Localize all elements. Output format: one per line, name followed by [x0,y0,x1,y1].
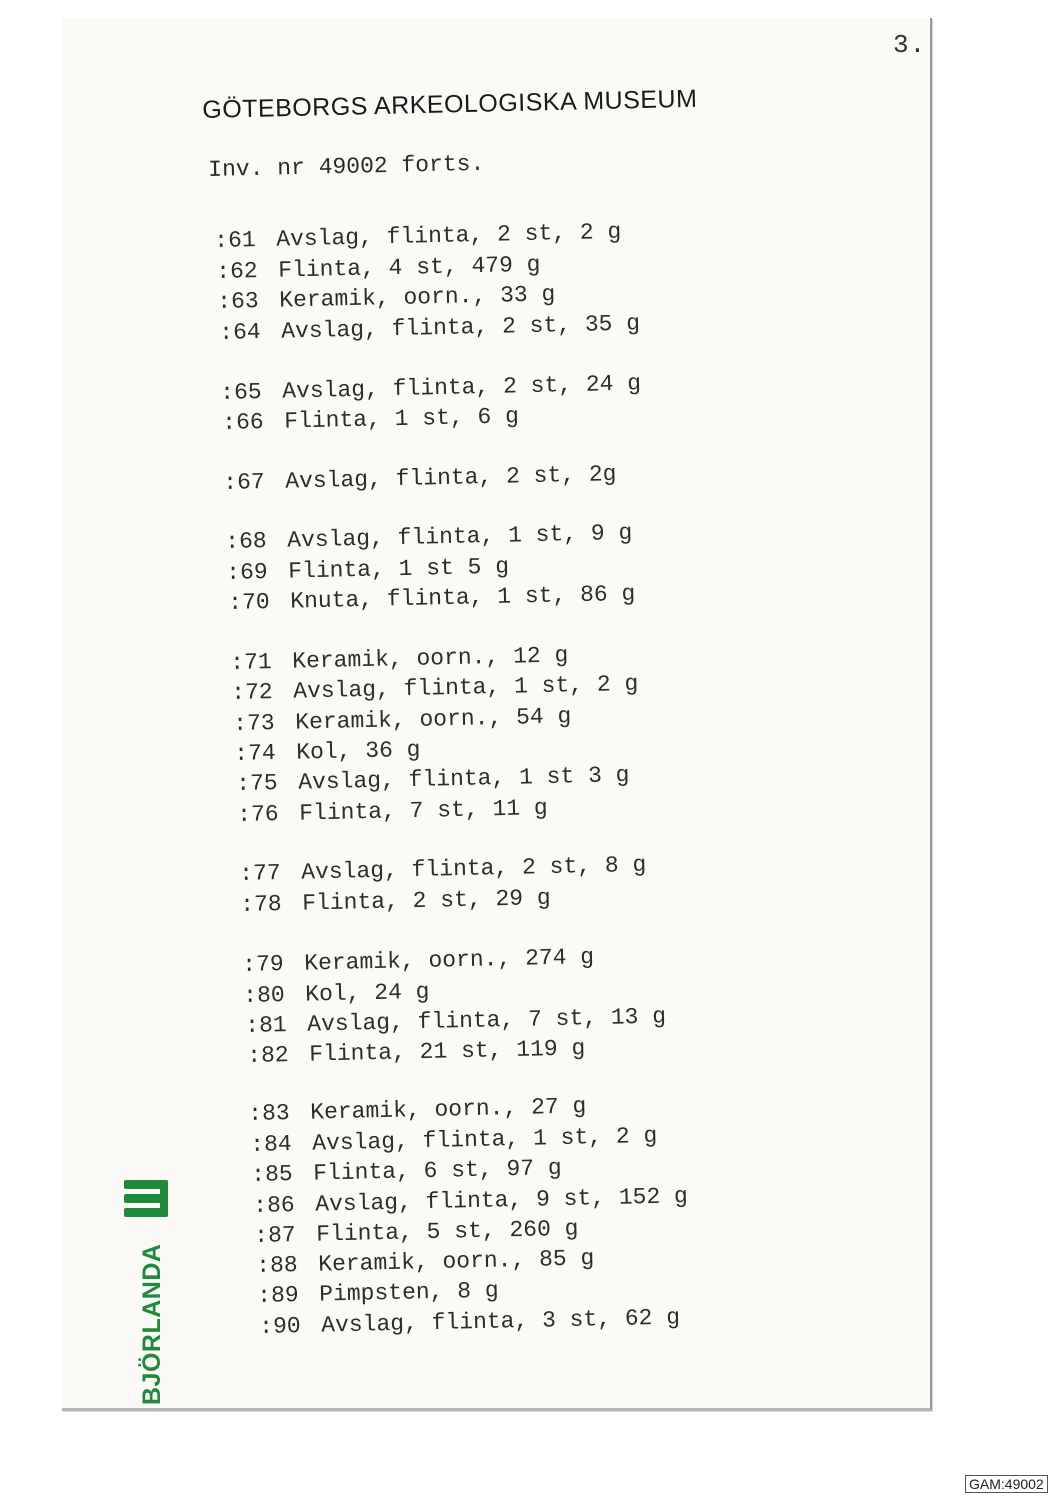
entry-number: :71 [229,649,272,676]
entry-number: :62 [215,258,258,285]
inventory-number-line: Inv. nr 49002 forts. [208,150,485,183]
entry-description: Flinta, 7 st, 11 g [299,794,549,827]
entry-number: :75 [235,770,278,797]
page-number: 3. [893,30,927,60]
entry-number: :69 [226,559,269,586]
entry-description: Avslag, flinta, 7 st, 13 g [306,1003,667,1038]
entry-description: Flinta, 4 st, 479 g [277,251,541,284]
entry-description: Avslag, flinta, 3 st, 62 g [320,1304,681,1339]
entry-description: Knuta, flinta, 1 st, 86 g [289,580,636,615]
entry-number: :70 [227,589,270,616]
entry-number: :63 [217,288,260,315]
entry-number: :64 [218,319,261,346]
entry-number: :86 [252,1192,295,1219]
entry-number: :84 [249,1131,292,1158]
archive-id-label: GAM:49002 [965,1475,1048,1493]
entry-number: :68 [224,528,267,555]
entry-number: :82 [246,1042,289,1069]
entry-number: :72 [231,679,274,706]
entry-description: Avslag, flinta, 2 st, 2g [285,461,618,495]
entry-number: :81 [245,1012,288,1039]
entry-description: Kol, 24 g [305,978,431,1008]
entry-description: Avslag, flinta, 1 st, 9 g [286,519,633,554]
entry-number: :80 [243,982,286,1009]
entry-description: Avslag, flinta, 1 st, 2 g [293,670,639,705]
entry-description: Avslag, flinta, 9 st, 152 g [314,1183,688,1218]
entry-description: Avslag, flinta, 1 st 3 g [297,762,630,796]
entry-number: :77 [238,860,281,887]
entry-description: Keramik, oorn., 274 g [303,944,595,977]
entry-description: Flinta, 21 st, 119 g [308,1035,586,1068]
entry-description: Keramik, oorn., 27 g [310,1093,587,1126]
entry-row [243,979,430,1009]
entry-number: :90 [258,1313,301,1340]
entry-description: Pimpsten, 8 g [319,1277,500,1308]
entry-description: Keramik, oorn., 12 g [291,642,569,675]
entry-description: Flinta, 5 st, 260 g [316,1215,580,1248]
entry-number: :87 [254,1222,297,1249]
entry-row [234,737,421,767]
entry-number: :85 [251,1161,294,1188]
entry-number: :79 [241,951,284,978]
entry-row [257,1278,499,1309]
entry-description: Flinta, 6 st, 97 g [313,1154,563,1187]
entry-number: :88 [255,1252,298,1279]
entry-number: :67 [223,469,266,496]
entry-description: Flinta, 1 st 5 g [288,553,510,585]
entry-number: :83 [248,1100,291,1127]
entry-number: :66 [221,409,264,436]
entry-description: Avslag, flinta, 1 st, 2 g [311,1122,658,1157]
entry-description: Flinta, 2 st, 29 g [302,884,552,917]
entry-number: :76 [237,801,280,828]
entry-description: Keramik, oorn., 85 g [317,1245,595,1278]
museum-title: GÖTEBORGS ARKEOLOGISKA MUSEUM [202,84,698,124]
entry-description: Kol, 36 g [296,736,421,766]
entry-number: :89 [257,1282,300,1309]
entry-number: :73 [232,710,275,737]
entry-number: :74 [234,740,277,767]
entry-description: Avslag, flinta, 2 st, 35 g [280,310,640,345]
entry-description: Avslag, flinta, 2 st, 8 g [300,851,647,886]
entry-description: Flinta, 1 st, 6 g [283,403,519,435]
entry-description: Avslag, flinta, 2 st, 2 g [275,218,622,253]
entry-description: Keramik, oorn., 33 g [279,281,556,314]
bjorlanda-logo-mark-icon [118,1176,174,1224]
entry-number: :65 [220,379,263,406]
entry-description: Avslag, flinta, 2 st, 24 g [282,370,642,405]
entry-number: :61 [214,227,257,254]
entry-number: :78 [240,891,283,918]
bjorlanda-logo-text: BJÖRLANDA [138,1243,166,1405]
entry-description: Keramik, oorn., 54 g [294,703,572,736]
